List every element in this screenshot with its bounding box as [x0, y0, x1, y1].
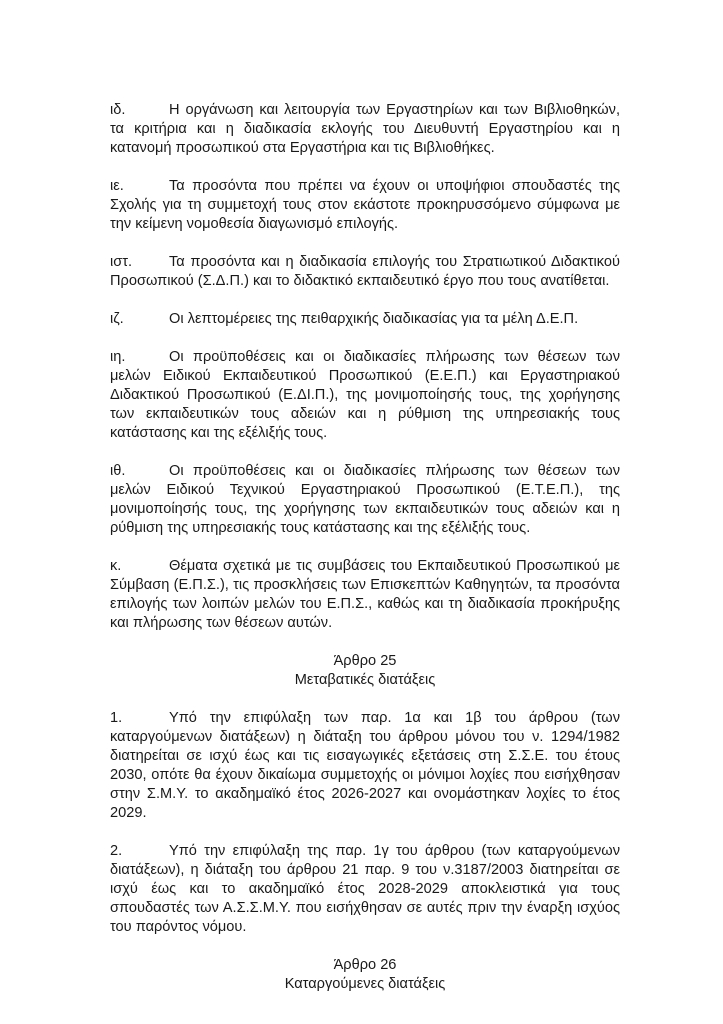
- list-item-ith: [110, 462, 620, 538]
- item-label: ιδ.: [110, 102, 126, 118]
- document-page: [110, 101, 620, 1013]
- article-25-item-1: [110, 709, 620, 823]
- list-item-id: [110, 101, 620, 158]
- article-25-heading: [110, 652, 620, 690]
- item-label: 1.: [110, 710, 123, 726]
- item-label: ιζ.: [110, 311, 124, 327]
- article-26-title: Καταργούμενες διατάξεις: [284, 976, 446, 992]
- item-text: Οι προϋποθέσεις και οι διαδικασίες πλήρωσης των θέσεων των μελών Ειδικού Εκπαιδευτικού Προσωπικού (Ε.Ε.Π.) και Εργαστηριακού Διδακτικού Προσωπικού (Ε.ΔΙ.Π.), της μονιμοποίησής τους, της χορήγησης των εκπαιδευτικών τους αδειών και η ρύθμιση της υπηρεσιακής τους κατάστασης και της εξέλιξής τους.: [110, 349, 620, 441]
- list-item-iz: [110, 310, 620, 329]
- item-text: Οι λεπτομέρειες της πειθαρχικής διαδικασίας για τα μέλη Δ.Ε.Π.: [169, 311, 579, 327]
- item-text: Θέματα σχετικά με τις συμβάσεις του Εκπαιδευτικού Προσωπικού με Σύμβαση (Ε.Π.Σ.), τις προσκλήσεις των Επισκεπτών Καθηγητών, τα προσόντα επιλογής των λοιπών μελών του Ε.Π.Σ., καθώς και τη διαδικασία προκήρυξης και πλήρωσης των θέσεων αυτών.: [110, 558, 620, 631]
- item-label: ιε.: [110, 178, 124, 194]
- list-item-k: [110, 557, 620, 633]
- list-item-ie: [110, 177, 620, 234]
- article-25-number: Άρθρο 25: [333, 653, 397, 669]
- item-text: Τα προσόντα που πρέπει να έχουν οι υποψήφιοι σπουδαστές της Σχολής για τη συμμετοχή τους στον εκάστοτε προκηρυσσόμενο σύμφωνα με την κείμενη νομοθεσία διαγωνισμό επιλογής.: [110, 178, 620, 232]
- item-label: ιστ.: [110, 254, 133, 270]
- article-25-title: Μεταβατικές διατάξεις: [294, 672, 436, 688]
- item-label: ιθ.: [110, 463, 126, 479]
- item-text: Τα προσόντα και η διαδικασία επιλογής του Στρατιωτικού Διδακτικού Προσωπικού (Σ.Δ.Π.) και το διδακτικό εκπαιδευτικό έργο που τους ανατίθεται.: [110, 254, 620, 289]
- list-item-ih: [110, 348, 620, 443]
- item-label: 2.: [110, 843, 123, 859]
- item-text: Οι προϋποθέσεις και οι διαδικασίες πλήρωσης των θέσεων των μελών Ειδικού Τεχνικού Εργαστηριακού Προσωπικού (Ε.Τ.Ε.Π.), της μονιμοποίησής τους, της χορήγησης των εκπαιδευτικών τους αδειών και η ρύθμιση της υπηρεσιακής τους κατάστασης και της εξέλιξής τους.: [110, 463, 620, 536]
- article-26-number: Άρθρο 26: [333, 957, 397, 973]
- item-label: κ.: [110, 558, 122, 574]
- article-25-item-2: [110, 842, 620, 937]
- item-text: Υπό την επιφύλαξη της παρ. 1γ του άρθρου (των καταργούμενων διατάξεων), η διάταξη του άρθρου 21 παρ. 9 του ν.3187/2003 διατηρείται σε ισχύ έως και το ακαδημαϊκό έτος 2028-2029 αποκλειστικά για τους σπουδαστές των Α.Σ.Σ.Μ.Υ. που εισήχθησαν σε αυτές πριν την έναρξη ισχύος του παρόντος νόμου.: [110, 843, 620, 935]
- article-26-heading: [110, 956, 620, 994]
- list-item-ist: [110, 253, 620, 291]
- item-label: ιη.: [110, 349, 126, 365]
- item-text: Η οργάνωση και λειτουργία των Εργαστηρίων και των Βιβλιοθηκών, τα κριτήρια και η διαδικασία εκλογής του Διευθυντή Εργαστηρίου και η κατανομή προσωπικού στα Εργαστήρια και τις Βιβλιοθήκες.: [110, 102, 620, 156]
- item-text: Υπό την επιφύλαξη των παρ. 1α και 1β του άρθρου (των καταργούμενων διατάξεων) η διάταξη του άρθρου μόνου του ν. 1294/1982 διατηρείται σε ισχύ έως και τις εισαγωγικές εξετάσεις στη Σ.Σ.Ε. του έτους 2030, οπότε θα έχουν δικαίωμα συμμετοχής οι μόνιμοι λοχίες που εισήχθησαν στην Σ.Μ.Υ. το ακαδημαϊκό έτος 2026-2027 και ονομάστηκαν λοχίες το έτος 2029.: [110, 710, 620, 821]
